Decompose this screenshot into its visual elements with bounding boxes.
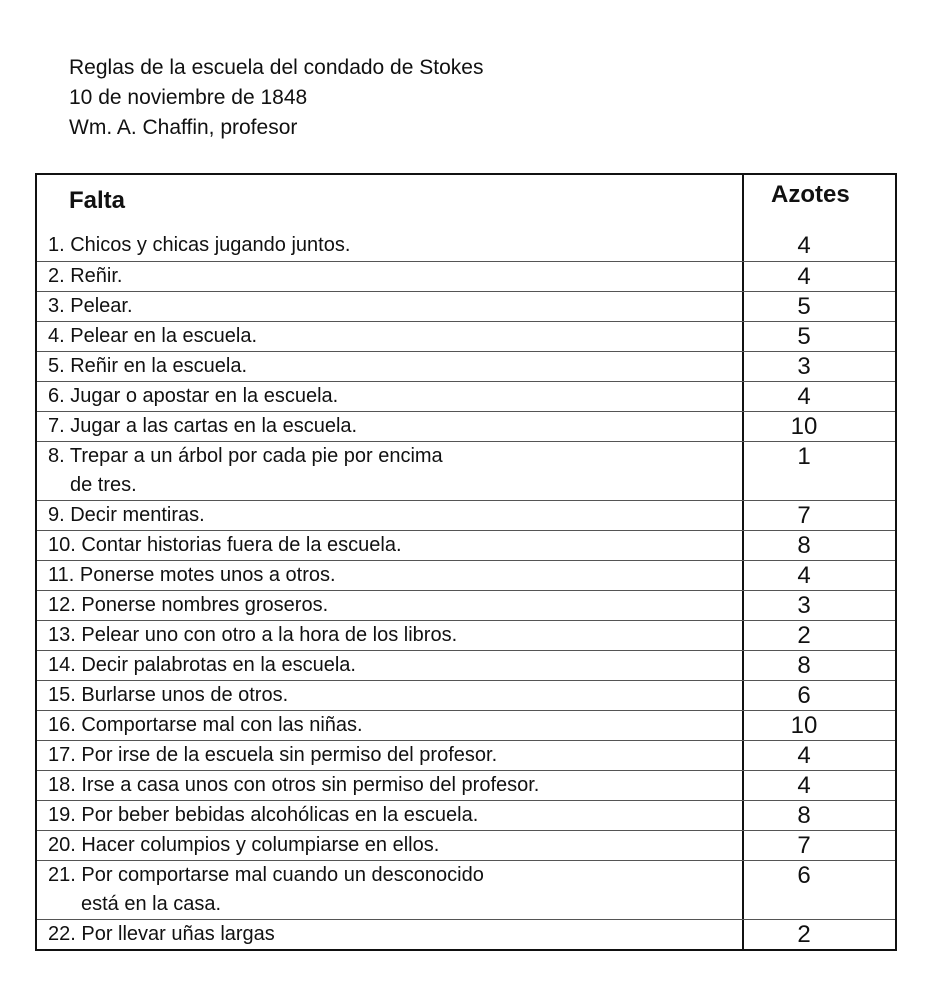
lashes-count: 3 (797, 592, 811, 619)
offense-text (48, 322, 257, 351)
table-row (37, 261, 895, 292)
table-row (37, 650, 895, 681)
lashes-count: 3 (797, 353, 811, 380)
table-row (37, 321, 895, 352)
lashes-count: 4 (797, 772, 811, 799)
offense-line: 3. Pelear. (48, 295, 133, 317)
offense-line: 15. Burlarse unos de otros. (48, 684, 289, 706)
lashes-count: 5 (797, 293, 811, 320)
column-header-offense: Falta (69, 187, 126, 214)
table-row (37, 411, 895, 442)
lashes-count: 10 (790, 712, 818, 739)
lashes-count: 10 (790, 413, 818, 440)
offense-line: 2. Reñir. (48, 265, 123, 287)
offense-text (48, 352, 247, 381)
offense-line: 17. Por irse de la escuela sin permiso del profesor. (48, 744, 498, 766)
table-row (37, 590, 895, 621)
lashes-count: 8 (797, 802, 811, 829)
offense-text (48, 561, 336, 590)
offense-line: 16. Comportarse mal con las niñas. (48, 714, 363, 736)
table-row (37, 620, 895, 651)
table-row (37, 770, 895, 801)
offense-line: 21. Por comportarse mal cuando un desconocido (48, 864, 484, 886)
offense-text (48, 412, 357, 441)
offense-line: 10. Contar historias fuera de la escuela. (48, 534, 402, 556)
offense-line: 14. Decir palabrotas en la escuela. (48, 654, 356, 676)
table-row (37, 710, 895, 741)
offense-text (48, 442, 443, 500)
offense-line: 18. Irse a casa unos con otros sin permiso del profesor. (48, 774, 540, 796)
lashes-count: 4 (797, 383, 811, 410)
offense-line: 12. Ponerse nombres groseros. (48, 594, 329, 616)
offense-line: 6. Jugar o apostar en la escuela. (48, 385, 339, 407)
offense-line: 9. Decir mentiras. (48, 504, 205, 526)
table-row (37, 800, 895, 831)
offense-line: 20. Hacer columpios y columpiarse en ellos. (48, 834, 440, 856)
offense-line-continued: de tres. (70, 474, 137, 496)
table-row (37, 231, 895, 261)
offense-text (48, 741, 497, 770)
lashes-count: 7 (797, 502, 811, 529)
offense-line: 11. Ponerse motes unos a otros. (48, 564, 336, 586)
lashes-count: 4 (797, 742, 811, 769)
lashes-count: 4 (797, 232, 811, 259)
lashes-count: 6 (797, 862, 811, 889)
header-title: Reglas de la escuela del condado de Stokes (69, 56, 484, 79)
lashes-count: 4 (797, 263, 811, 290)
offense-line: 13. Pelear uno con otro a la hora de los libros. (48, 624, 458, 646)
table-row (37, 860, 895, 920)
offense-text (48, 771, 539, 800)
offense-text (48, 711, 363, 740)
lashes-count: 7 (797, 832, 811, 859)
offense-text (48, 591, 328, 620)
table-row (37, 740, 895, 771)
offense-line-continued: está en la casa. (81, 893, 222, 915)
offense-text (48, 651, 356, 680)
offense-text (48, 801, 478, 830)
offense-text (48, 262, 122, 291)
offense-line: 1. Chicos y chicas jugando juntos. (48, 234, 351, 256)
table-row (37, 441, 895, 501)
table-row (37, 351, 895, 382)
offense-text (48, 292, 133, 321)
offense-text (48, 920, 275, 949)
offense-text (48, 621, 457, 650)
lashes-count: 5 (797, 323, 811, 350)
table-row (37, 530, 895, 561)
table-row (37, 500, 895, 531)
table-row (37, 381, 895, 412)
offense-text (48, 861, 484, 919)
table-row (37, 680, 895, 711)
document-header (69, 53, 483, 143)
offense-line: 4. Pelear en la escuela. (48, 325, 258, 347)
table-row (37, 560, 895, 591)
column-header-lashes: Azotes (771, 181, 850, 208)
lashes-count: 8 (797, 652, 811, 679)
header-teacher: Wm. A. Chaffin, profesor (69, 116, 298, 139)
offense-line: 8. Trepar a un árbol por cada pie por encima (48, 445, 443, 467)
offense-line: 5. Reñir en la escuela. (48, 355, 248, 377)
lashes-count: 4 (797, 562, 811, 589)
lashes-count: 2 (797, 921, 811, 948)
offense-text (48, 382, 338, 411)
table-row (37, 291, 895, 322)
lashes-count: 2 (797, 622, 811, 649)
offense-line: 7. Jugar a las cartas en la escuela. (48, 415, 358, 437)
offense-line: 19. Por beber bebidas alcohólicas en la escuela. (48, 804, 479, 826)
offense-text (48, 831, 439, 860)
lashes-count: 8 (797, 532, 811, 559)
offense-text (48, 681, 288, 710)
offense-text (48, 501, 205, 530)
offense-line: 22. Por llevar uñas largas (48, 923, 275, 945)
lashes-count: 1 (797, 443, 811, 470)
table-row (37, 830, 895, 861)
lashes-count: 6 (797, 682, 811, 709)
rules-table (35, 173, 897, 951)
header-date: 10 de noviembre de 1848 (69, 86, 308, 109)
table-row (37, 919, 895, 950)
offense-text (48, 531, 402, 560)
offense-text (48, 231, 350, 260)
